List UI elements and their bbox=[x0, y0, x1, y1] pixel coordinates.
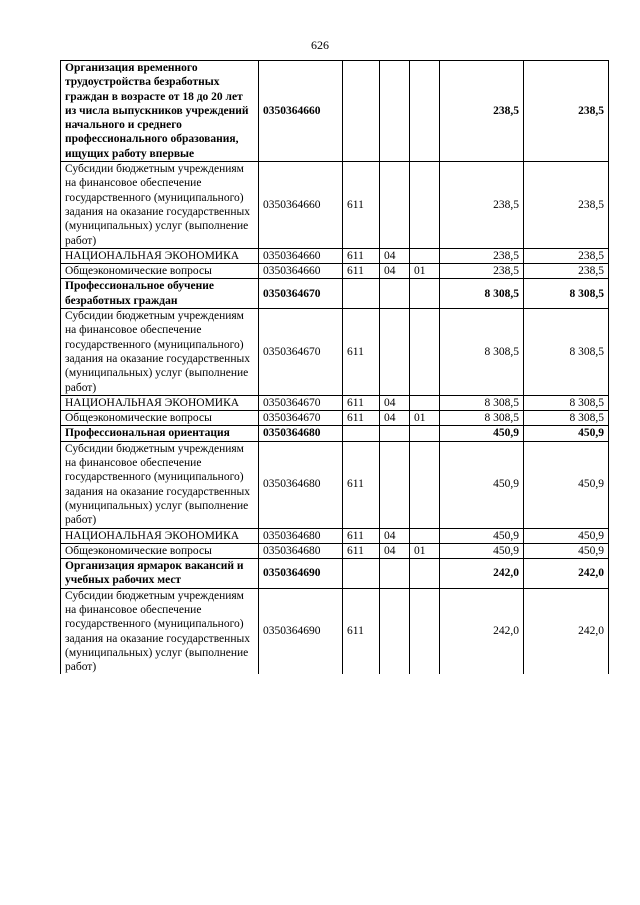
cell-section bbox=[380, 441, 410, 528]
cell-name: Общеэкономические вопросы bbox=[61, 543, 259, 558]
cell-code: 0350364690 bbox=[259, 559, 343, 589]
cell-subsection bbox=[410, 441, 440, 528]
cell-subsection bbox=[410, 61, 440, 162]
cell-type bbox=[343, 279, 380, 309]
cell-section bbox=[380, 162, 410, 249]
cell-amount2: 238,5 bbox=[524, 162, 609, 249]
table-row bbox=[61, 411, 609, 426]
cell-amount1: 450,9 bbox=[440, 528, 524, 543]
cell-amount2: 238,5 bbox=[524, 61, 609, 162]
table-row bbox=[61, 395, 609, 410]
cell-type: 611 bbox=[343, 528, 380, 543]
cell-subsection bbox=[410, 588, 440, 674]
cell-section: 04 bbox=[380, 411, 410, 426]
cell-name: Профессиональное обучение безработных граждан bbox=[61, 279, 259, 309]
table-row bbox=[61, 441, 609, 528]
cell-amount2: 450,9 bbox=[524, 426, 609, 441]
cell-type bbox=[343, 426, 380, 441]
cell-section: 04 bbox=[380, 395, 410, 410]
cell-type: 611 bbox=[343, 264, 380, 279]
table-row bbox=[61, 248, 609, 263]
cell-code: 0350364680 bbox=[259, 543, 343, 558]
table-body bbox=[61, 61, 609, 675]
cell-name: Организация временного трудоустройства безработных граждан в возрасте от 18 до 20 лет из числа выпускников учреждений начального и среднего профессионального образования, ищущих работу впервые bbox=[61, 61, 259, 162]
table-row bbox=[61, 279, 609, 309]
cell-amount1: 238,5 bbox=[440, 248, 524, 263]
cell-amount1: 242,0 bbox=[440, 559, 524, 589]
cell-amount1: 450,9 bbox=[440, 441, 524, 528]
cell-type bbox=[343, 559, 380, 589]
cell-amount1: 8 308,5 bbox=[440, 411, 524, 426]
cell-amount1: 238,5 bbox=[440, 264, 524, 279]
cell-amount2: 450,9 bbox=[524, 543, 609, 558]
cell-code: 0350364680 bbox=[259, 528, 343, 543]
table-row bbox=[61, 543, 609, 558]
cell-amount2: 450,9 bbox=[524, 441, 609, 528]
cell-section: 04 bbox=[380, 528, 410, 543]
cell-section: 04 bbox=[380, 248, 410, 263]
cell-subsection bbox=[410, 248, 440, 263]
page-number: 626 bbox=[311, 38, 329, 52]
cell-amount2: 8 308,5 bbox=[524, 411, 609, 426]
cell-name: НАЦИОНАЛЬНАЯ ЭКОНОМИКА bbox=[61, 248, 259, 263]
cell-code: 0350364670 bbox=[259, 411, 343, 426]
cell-type: 611 bbox=[343, 588, 380, 674]
cell-subsection: 01 bbox=[410, 264, 440, 279]
cell-section bbox=[380, 559, 410, 589]
cell-amount2: 238,5 bbox=[524, 264, 609, 279]
cell-type: 611 bbox=[343, 543, 380, 558]
cell-amount2: 242,0 bbox=[524, 559, 609, 589]
table-row bbox=[61, 309, 609, 396]
cell-section: 04 bbox=[380, 264, 410, 279]
cell-section bbox=[380, 279, 410, 309]
table-row bbox=[61, 588, 609, 674]
cell-amount2: 238,5 bbox=[524, 248, 609, 263]
cell-code: 0350364680 bbox=[259, 426, 343, 441]
cell-amount1: 450,9 bbox=[440, 543, 524, 558]
cell-section bbox=[380, 61, 410, 162]
cell-amount1: 8 308,5 bbox=[440, 309, 524, 396]
budget-table bbox=[60, 60, 609, 674]
cell-code: 0350364660 bbox=[259, 61, 343, 162]
cell-amount2: 8 308,5 bbox=[524, 309, 609, 396]
cell-amount1: 242,0 bbox=[440, 588, 524, 674]
cell-type: 611 bbox=[343, 162, 380, 249]
cell-name: Организация ярмарок вакансий и учебных рабочих мест bbox=[61, 559, 259, 589]
cell-code: 0350364660 bbox=[259, 162, 343, 249]
cell-code: 0350364660 bbox=[259, 248, 343, 263]
cell-amount1: 8 308,5 bbox=[440, 279, 524, 309]
cell-amount1: 450,9 bbox=[440, 426, 524, 441]
table-row bbox=[61, 264, 609, 279]
table-row bbox=[61, 528, 609, 543]
cell-amount1: 238,5 bbox=[440, 162, 524, 249]
cell-name: НАЦИОНАЛЬНАЯ ЭКОНОМИКА bbox=[61, 528, 259, 543]
cell-code: 0350364660 bbox=[259, 264, 343, 279]
table-row bbox=[61, 559, 609, 589]
cell-type: 611 bbox=[343, 248, 380, 263]
cell-name: Субсидии бюджетным учреждениям на финансовое обеспечение государственного (муниципального) задания на оказание государственных (муниципальных) услуг (выполнение работ) bbox=[61, 309, 259, 396]
cell-name: Субсидии бюджетным учреждениям на финансовое обеспечение государственного (муниципального) задания на оказание государственных (муниципальных) услуг (выполнение работ) bbox=[61, 162, 259, 249]
cell-subsection: 01 bbox=[410, 411, 440, 426]
cell-amount2: 8 308,5 bbox=[524, 279, 609, 309]
cell-code: 0350364670 bbox=[259, 395, 343, 410]
cell-type bbox=[343, 61, 380, 162]
cell-subsection bbox=[410, 528, 440, 543]
cell-subsection: 01 bbox=[410, 543, 440, 558]
cell-section bbox=[380, 588, 410, 674]
cell-name: Субсидии бюджетным учреждениям на финансовое обеспечение государственного (муниципального) задания на оказание государственных (муниципальных) услуг (выполнение работ) bbox=[61, 588, 259, 674]
cell-amount1: 238,5 bbox=[440, 61, 524, 162]
cell-section: 04 bbox=[380, 543, 410, 558]
cell-code: 0350364670 bbox=[259, 309, 343, 396]
cell-subsection bbox=[410, 309, 440, 396]
cell-code: 0350364670 bbox=[259, 279, 343, 309]
cell-name: Общеэкономические вопросы bbox=[61, 411, 259, 426]
cell-type: 611 bbox=[343, 411, 380, 426]
cell-name: Профессиональная ориентация bbox=[61, 426, 259, 441]
cell-amount2: 450,9 bbox=[524, 528, 609, 543]
cell-section bbox=[380, 309, 410, 396]
cell-name: Общеэкономические вопросы bbox=[61, 264, 259, 279]
cell-type: 611 bbox=[343, 395, 380, 410]
cell-subsection bbox=[410, 395, 440, 410]
cell-type: 611 bbox=[343, 309, 380, 396]
cell-type: 611 bbox=[343, 441, 380, 528]
cell-amount1: 8 308,5 bbox=[440, 395, 524, 410]
table-row bbox=[61, 426, 609, 441]
cell-subsection bbox=[410, 426, 440, 441]
table-row bbox=[61, 162, 609, 249]
cell-code: 0350364690 bbox=[259, 588, 343, 674]
cell-name: Субсидии бюджетным учреждениям на финансовое обеспечение государственного (муниципального) задания на оказание государственных (муниципальных) услуг (выполнение работ) bbox=[61, 441, 259, 528]
cell-amount2: 8 308,5 bbox=[524, 395, 609, 410]
cell-name: НАЦИОНАЛЬНАЯ ЭКОНОМИКА bbox=[61, 395, 259, 410]
table-row bbox=[61, 61, 609, 162]
cell-code: 0350364680 bbox=[259, 441, 343, 528]
cell-subsection bbox=[410, 279, 440, 309]
cell-subsection bbox=[410, 162, 440, 249]
cell-subsection bbox=[410, 559, 440, 589]
cell-section bbox=[380, 426, 410, 441]
cell-amount2: 242,0 bbox=[524, 588, 609, 674]
